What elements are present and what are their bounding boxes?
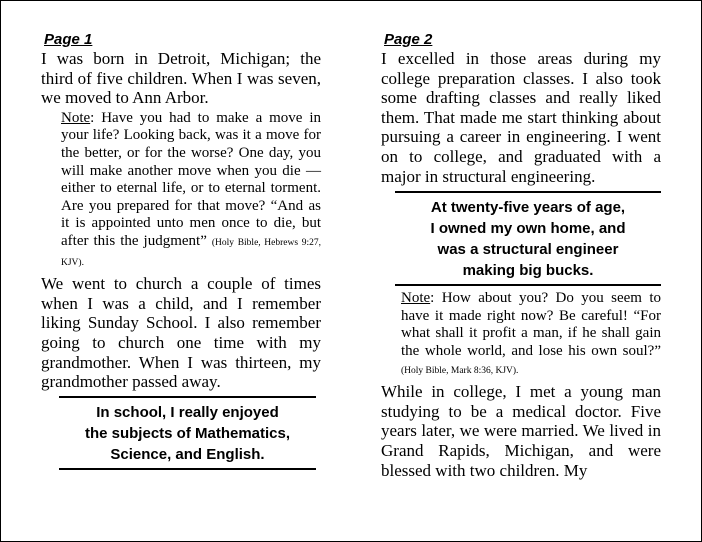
page-2-callout-line: making big bucks. (462, 262, 594, 280)
page-1-callout-line: In school, I really enjoyed (96, 403, 279, 421)
page-2-column (381, 31, 661, 480)
page-2-note (401, 290, 661, 380)
page-1-note-text: : Have you had to make a move in your life? Looking back, was it a move for the better, or for the worse? One day, you will make another move when you die — either to eternal life, or to eternal torment. Are you prepared for that move? “And as it is appointed unto men once to die, but after this the judgment” (61, 109, 321, 249)
page-2-callout-line: I owned my own home, and (430, 220, 626, 238)
page-1-callout (59, 396, 316, 470)
page-2-note-label: Note (401, 290, 431, 307)
page-1-paragraph-1: I was born in Detroit, Michigan; the third of five children. When I was seven, we moved to Ann Arbor. (41, 49, 321, 108)
page-1-note-label: Note (61, 109, 91, 126)
page-2-paragraph-1: I excelled in those areas during my college preparation classes. I also took some drafting classes and really liked them. That made me start thinking about pursuing a career in engineering. I went on to college, and graduated with a major in structural engineering. (381, 49, 661, 186)
page-1-note-citation: (Holy Bible, Hebrews 9:27, KJV). (61, 237, 321, 268)
page-2-label: Page 2 (384, 31, 433, 48)
page-1-note (61, 110, 321, 272)
page-2-note-text: : How about you? Do you seem to have it made right now? Be careful! “For what shall it profit a man, if he shall gain the whole world, and lose his own soul?” (401, 290, 661, 359)
page-1-label: Page 1 (44, 31, 93, 48)
page-2-callout-line: At twenty-five years of age, (430, 199, 626, 217)
page-2-paragraph-2: While in college, I met a young man studying to be a medical doctor. Five years later, we were married. We lived in Grand Rapids, Michigan, and were blessed with two children. My (381, 382, 661, 480)
page-1-paragraph-2: We went to church a couple of times when I was a child, and I remember liking Sunday School. I also remember going to church one time with my grandmother. When I was thirteen, my grandmother passed away. (41, 274, 321, 392)
page-1-column (41, 31, 321, 470)
page-1-callout-line: the subjects of Mathematics, (84, 424, 291, 442)
page-1-callout-line: Science, and English. (110, 445, 265, 463)
page-2-note-citation: (Holy Bible, Mark 8:36, KJV). (401, 365, 519, 376)
page-2-callout-line: was a structural engineer (437, 241, 619, 259)
page-2-callout (395, 191, 661, 286)
